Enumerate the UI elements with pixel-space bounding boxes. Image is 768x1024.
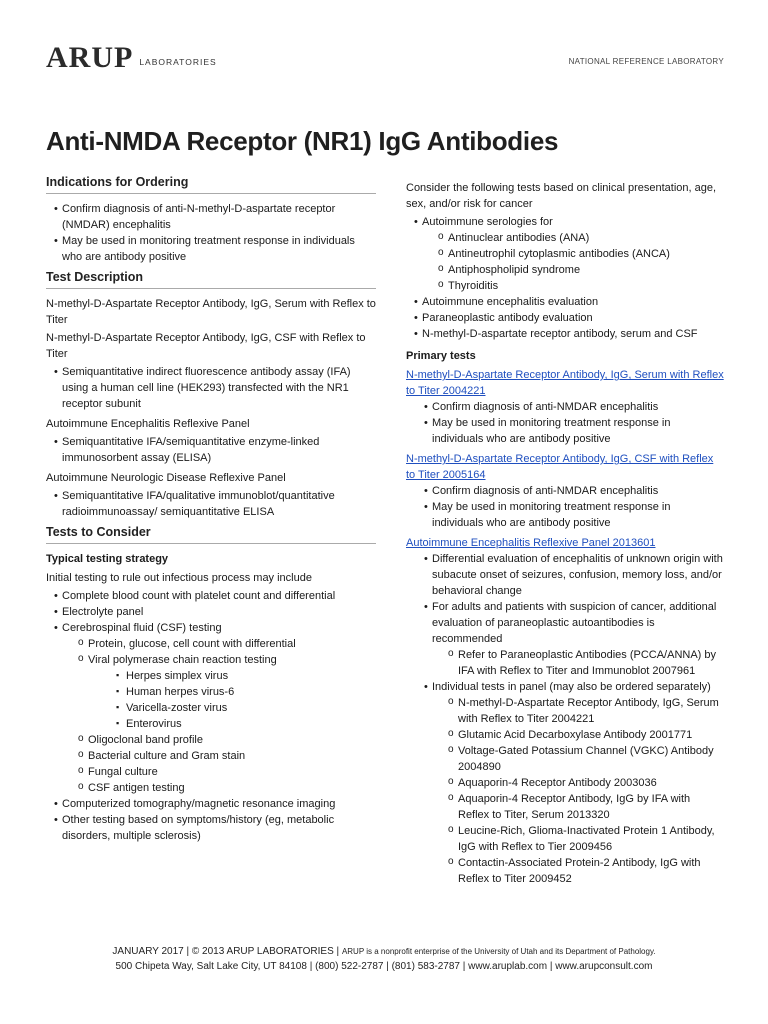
list-item-label: Viral polymerase chain reaction testing [88,654,277,666]
list-item: o Fungal culture [62,764,376,780]
encephalitis-panel-link[interactable]: Autoimmune Encephalitis Reflexive Panel 2013601 [406,537,656,549]
list-item: o Aquaporin-4 Receptor Antibody, IgG by IFA with Reflex to Titer, Serum 2013320 [432,791,724,823]
virus-list [88,668,376,732]
strategy-list [46,588,376,844]
panel-list [406,551,724,887]
logo-subtitle: LABORATORIES [139,57,217,67]
tests-to-consider-heading: Tests to Consider [46,524,376,544]
list-item: • May be used in monitoring treatment response in individuals who are antibody positive [416,415,724,447]
list-item: ▪ Enterovirus [88,716,376,732]
csf-test-list [406,483,724,531]
list-item: o Bacterial culture and Gram stain [62,748,376,764]
right-column [406,180,724,891]
header-tagline: NATIONAL REFERENCE LABORATORY [568,57,724,66]
list-item: o Oligoclonal band profile [62,732,376,748]
page-footer [0,944,768,974]
serologies-sublist [422,230,724,294]
left-column [46,170,376,848]
list-item: o Refer to Paraneoplastic Antibodies (PCCA/ANNA) by IFA with Reflex to Titer and Immunoblot 2007961 [432,647,724,679]
list-item: o N-methyl-D-Aspartate Receptor Antibody, IgG, Serum with Reflex to Titer 2004221 [432,695,724,727]
list-item: • Computerized tomography/magnetic resonance imaging [46,796,376,812]
list-item [416,679,724,887]
list-item-label: Individual tests in panel (may also be ordered separately) [432,681,711,693]
list-item: o Glutamic Acid Decarboxylase Antibody 2001771 [432,727,724,743]
list-item: o Protein, glucose, cell count with differential [62,636,376,652]
page-header [46,38,724,78]
list-item: • N-methyl-D-aspartate receptor antibody, serum and CSF [406,326,724,342]
adults-sublist [432,647,724,679]
list-item: • Semiquantitative IFA/qualitative immunoblot/quantitative radioimmunoassay/ semiquantitative ELISA [46,488,376,520]
description-text: N-methyl-D-Aspartate Receptor Antibody, IgG, Serum with Reflex to Titer [46,298,376,326]
list-item: • Confirm diagnosis of anti-NMDAR encephalitis [416,399,724,415]
list-item-label: Autoimmune serologies for [422,216,553,228]
list-item: • Differential evaluation of encephalitis of unknown origin with subacute onset of seizures, confusion, memory loss, and/or behavioral change [416,551,724,599]
footer-date-copyright: JANUARY 2017 | © 2013 ARUP LABORATORIES | [112,946,340,957]
list-item: o Antiphospholipid syndrome [422,262,724,278]
description-list [46,364,376,412]
list-item [46,620,376,796]
individual-tests-sublist [432,695,724,887]
list-item-label: For adults and patients with suspicion of cancer, additional evaluation of paraneoplastic autoantibodies is recommended [432,601,717,645]
strategy-subheading: Typical testing strategy [46,553,169,565]
list-item: o Antinuclear antibodies (ANA) [422,230,724,246]
list-item: o CSF antigen testing [62,780,376,796]
list-item: • Confirm diagnosis of anti-NMDAR encephalitis [416,483,724,499]
list-item: • Autoimmune encephalitis evaluation [406,294,724,310]
list-item-label: Cerebrospinal fluid (CSF) testing [62,622,222,634]
list-item: ▪ Herpes simplex virus [88,668,376,684]
csf-sublist [62,636,376,796]
list-item: • May be used in monitoring treatment response in individuals who are antibody positive [46,233,376,265]
list-item: • May be used in monitoring treatment response in individuals who are antibody positive [416,499,724,531]
primary-tests-heading: Primary tests [406,350,476,362]
list-item: • Semiquantitative indirect fluorescence antibody assay (IFA) using a human cell line (HEK293) transfected with the NR1 receptor subunit [46,364,376,412]
list-item [416,599,724,679]
list-item: • Other testing based on symptoms/history (eg, metabolic disorders, multiple sclerosis) [46,812,376,844]
strategy-intro: Initial testing to rule out infectious process may include [46,572,312,584]
list-item: ▪ Human herpes virus-6 [88,684,376,700]
list-item: • Semiquantitative IFA/semiquantitative enzyme-linked immunosorbent assay (ELISA) [46,434,376,466]
page-title: Anti-NMDA Receptor (NR1) IgG Antibodies [46,126,559,156]
footer-nonprofit-note: ARUP is a nonprofit enterprise of the University of Utah and its Department of Pathology. [341,947,656,956]
consider-list [406,214,724,342]
list-item: • Confirm diagnosis of anti-N-methyl-D-aspartate receptor (NMDAR) encephalitis [46,201,376,233]
list-item: o Leucine-Rich, Glioma-Inactivated Protein 1 Antibody, IgG with Reflex to Tier 2009456 [432,823,724,855]
description-text: Autoimmune Encephalitis Reflexive Panel [46,418,250,430]
list-item: o Antineutrophil cytoplasmic antibodies (ANCA) [422,246,724,262]
consider-intro: Consider the following tests based on clinical presentation, age, sex, and/or risk for cancer [406,182,717,210]
description-text: N-methyl-D-Aspartate Receptor Antibody, IgG, CSF with Reflex to Titer [46,332,366,360]
list-item: o Voltage-Gated Potassium Channel (VGKC) Antibody 2004890 [432,743,724,775]
description-list [46,434,376,466]
indications-heading: Indications for Ordering [46,174,376,194]
list-item [406,214,724,294]
list-item: • Complete blood count with platelet count and differential [46,588,376,604]
description-text: Autoimmune Neurologic Disease Reflexive Panel [46,472,286,484]
list-item: o Aquaporin-4 Receptor Antibody 2003036 [432,775,724,791]
serum-test-list [406,399,724,447]
footer-line-1 [0,944,768,959]
nmda-serum-test-link[interactable]: N-methyl-D-Aspartate Receptor Antibody, IgG, Serum with Reflex to Titer 2004221 [406,369,724,397]
logo-mark: ARUP [46,41,134,74]
arup-logo [46,38,217,78]
test-description-heading: Test Description [46,269,376,289]
description-list [46,488,376,520]
indications-list [46,201,376,265]
list-item: • Paraneoplastic antibody evaluation [406,310,724,326]
footer-address: 500 Chipeta Way, Salt Lake City, UT 84108 | (800) 522-2787 | (801) 583-2787 | www.aruplab.com | www.arupconsult.com [115,961,653,972]
list-item: • Electrolyte panel [46,604,376,620]
list-item: o Thyroiditis [422,278,724,294]
list-item: ▪ Varicella-zoster virus [88,700,376,716]
nmda-csf-test-link[interactable]: N-methyl-D-Aspartate Receptor Antibody, IgG, CSF with Reflex to Titer 2005164 [406,453,714,481]
list-item: o Contactin-Associated Protein-2 Antibody, IgG with Reflex to Titer 2009452 [432,855,724,887]
list-item [62,652,376,732]
